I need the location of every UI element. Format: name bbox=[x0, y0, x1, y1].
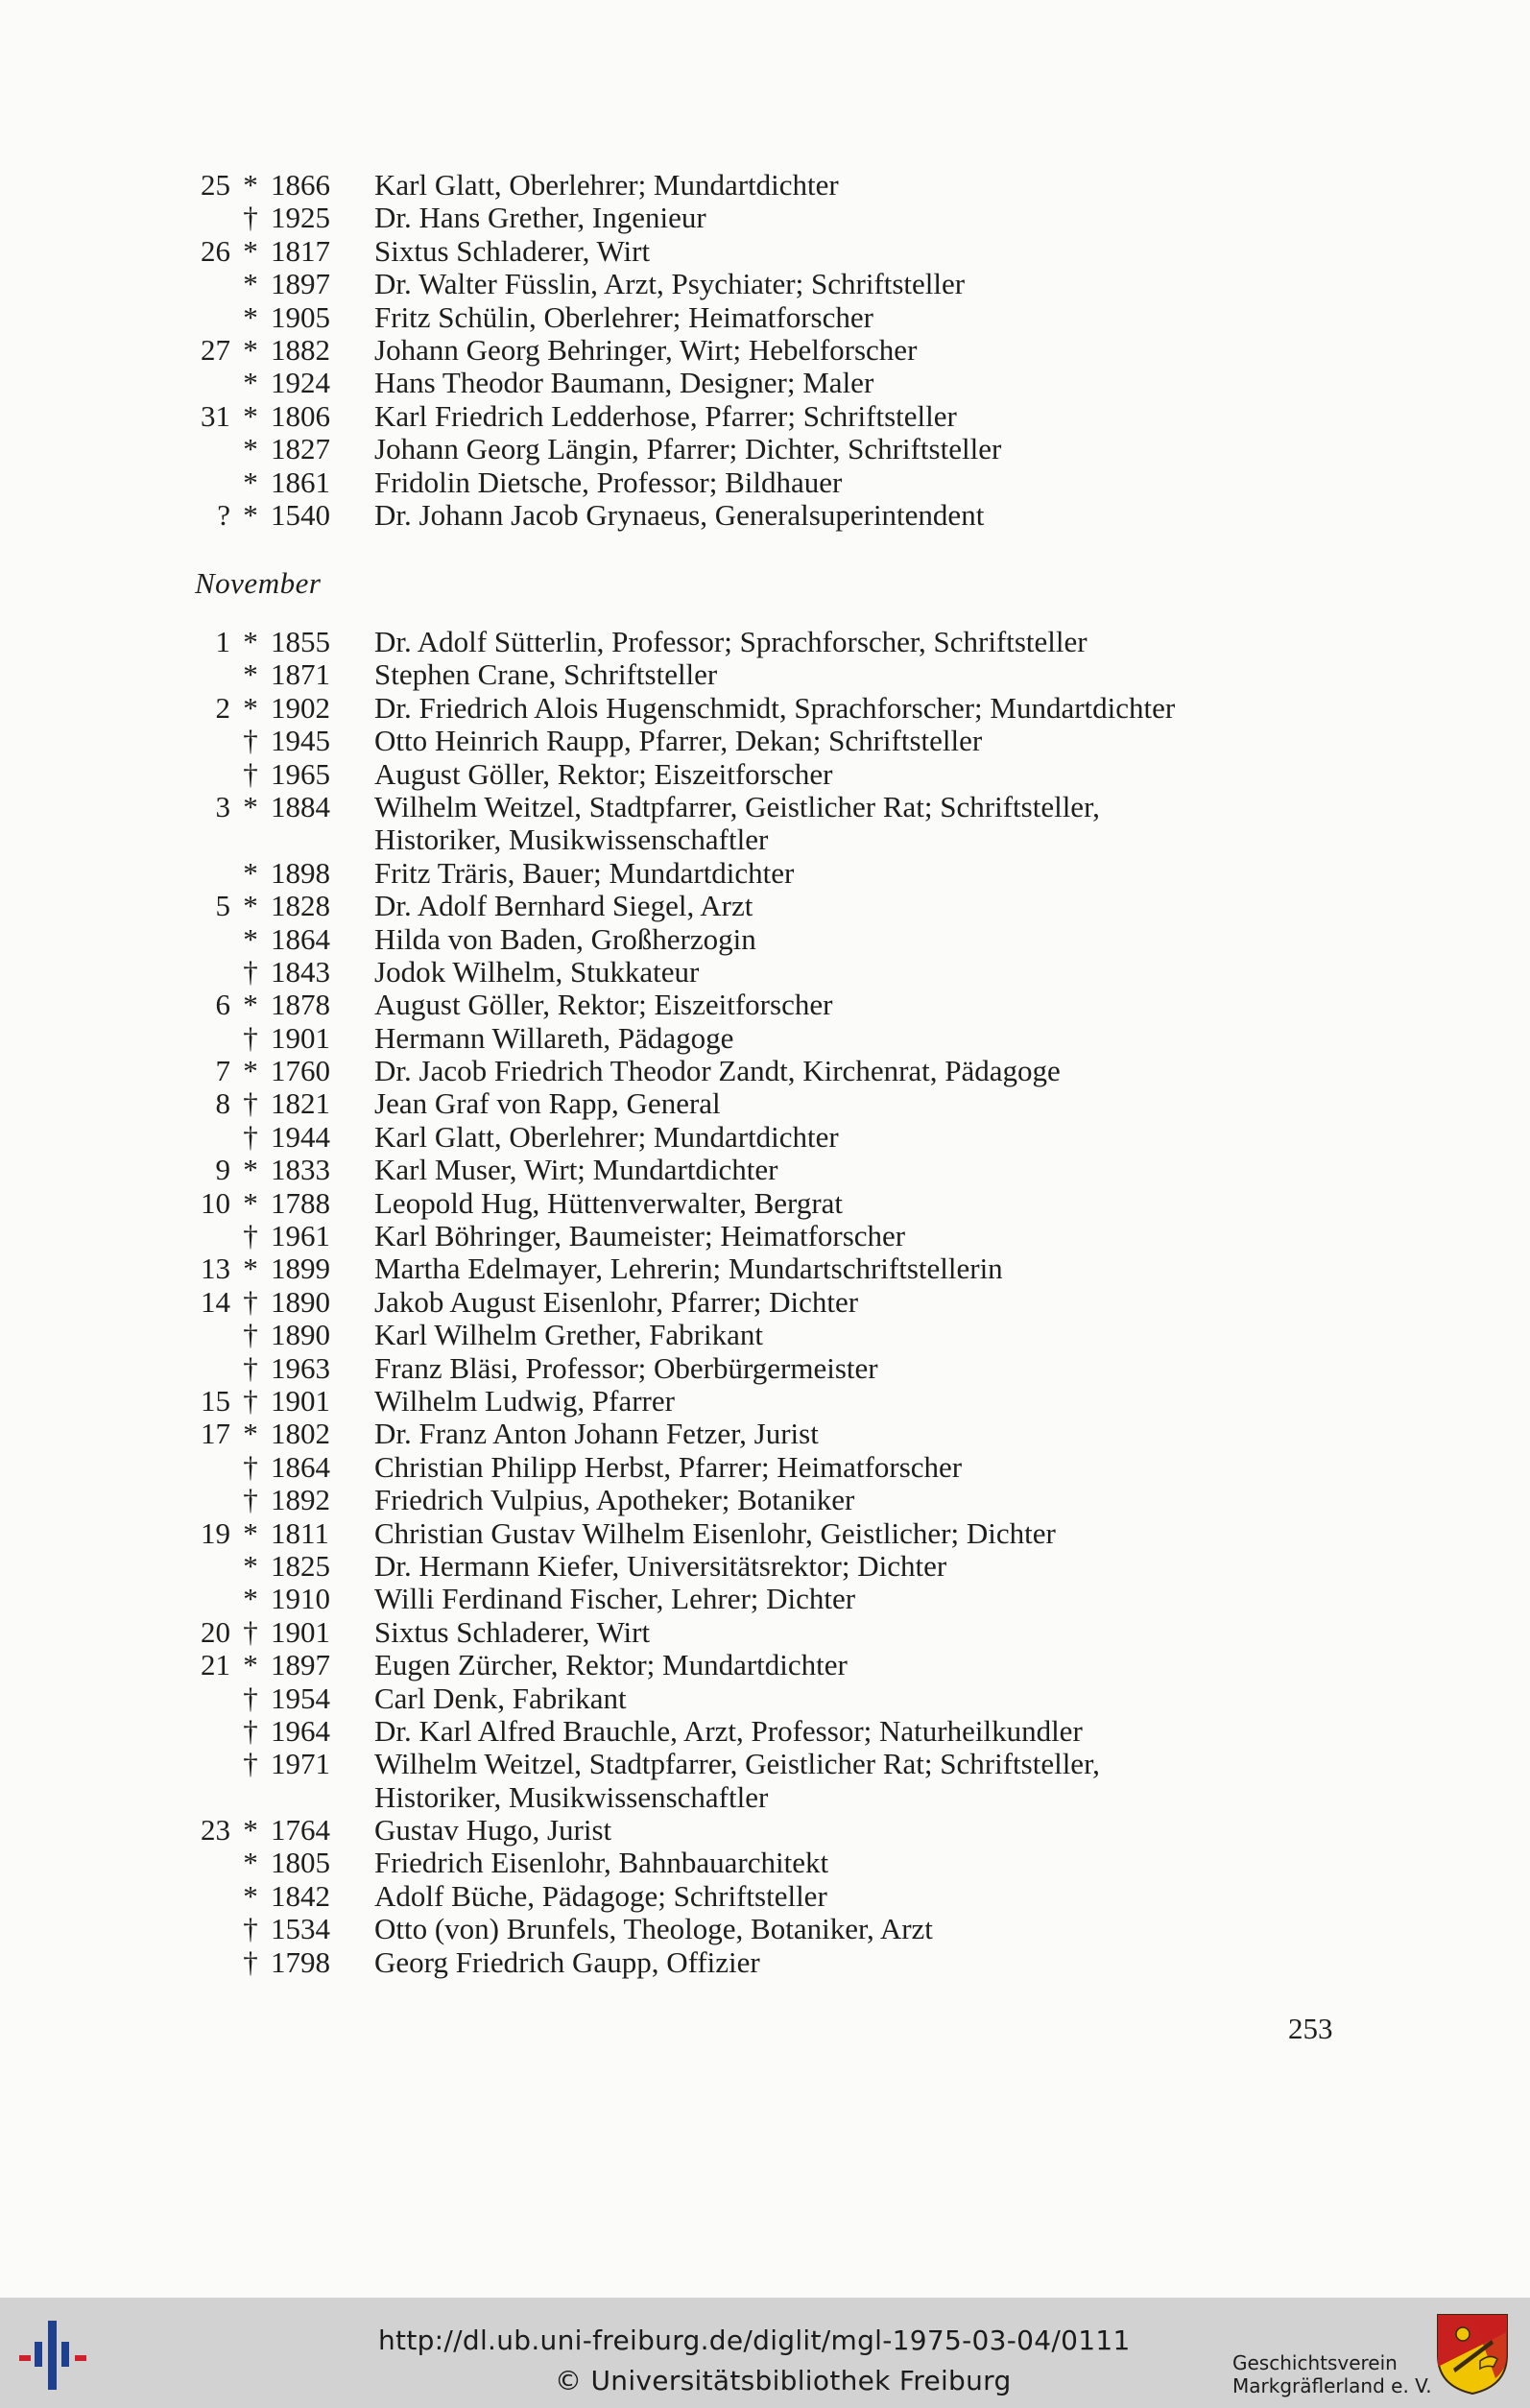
footer-bar bbox=[0, 2298, 1530, 2408]
entry-symbol: † bbox=[243, 1912, 258, 1946]
entry-year: 1788 bbox=[271, 1185, 330, 1220]
entry-row bbox=[173, 1220, 1363, 1252]
entry-year: 1866 bbox=[271, 168, 330, 202]
entry-row bbox=[173, 1781, 1363, 1814]
entry-row bbox=[173, 268, 1363, 300]
entry-year: 1798 bbox=[271, 1944, 330, 1979]
entry-symbol: * bbox=[243, 690, 258, 725]
entry-row bbox=[173, 235, 1363, 268]
entry-symbol: † bbox=[243, 1350, 258, 1385]
entry-symbol: * bbox=[243, 1846, 258, 1880]
entry-year: 1910 bbox=[271, 1582, 330, 1616]
entry-text: Karl Muser, Wirt; Mundartdichter bbox=[374, 1153, 778, 1187]
entry-text: Dr. Hans Grether, Ingenieur bbox=[374, 201, 706, 235]
entry-row bbox=[173, 1451, 1363, 1484]
entry-symbol: * bbox=[243, 332, 258, 367]
entry-symbol: † bbox=[243, 1614, 258, 1649]
entry-symbol: * bbox=[243, 657, 258, 692]
entry-row bbox=[173, 1913, 1363, 1945]
entry-day: 21 bbox=[201, 1648, 230, 1682]
entry-day: 26 bbox=[201, 233, 230, 268]
entry-text: Leopold Hug, Hüttenverwalter, Bergrat bbox=[374, 1185, 844, 1220]
entry-row bbox=[173, 1385, 1363, 1418]
entry-year: 1805 bbox=[271, 1846, 330, 1880]
entry-symbol: † bbox=[243, 1449, 258, 1484]
entry-symbol: * bbox=[243, 1648, 258, 1682]
entry-row bbox=[173, 823, 1363, 856]
entry-symbol: * bbox=[243, 398, 258, 433]
entry-day: 19 bbox=[201, 1515, 230, 1550]
entry-symbol: † bbox=[243, 201, 258, 235]
entry-row bbox=[173, 1484, 1363, 1516]
entry-symbol: * bbox=[243, 299, 258, 334]
entry-day: 31 bbox=[201, 398, 230, 433]
entry-year: 1901 bbox=[271, 1614, 330, 1649]
entry-day: 8 bbox=[215, 1086, 230, 1121]
entry-symbol: * bbox=[243, 1185, 258, 1220]
entry-text: Hermann Willareth, Pädagoge bbox=[374, 1020, 734, 1055]
entry-year: 1882 bbox=[271, 332, 330, 367]
entry-text: Karl Böhringer, Baumeister; Heimatforscher bbox=[374, 1219, 906, 1253]
entry-year: 1963 bbox=[271, 1350, 330, 1385]
entry-day: 23 bbox=[201, 1813, 230, 1848]
entry-row bbox=[173, 466, 1363, 499]
entry-text: Dr. Friedrich Alois Hugenschmidt, Sprachforscher; Mundartdichter bbox=[374, 690, 1176, 725]
entry-symbol: † bbox=[243, 1383, 258, 1418]
entry-symbol: * bbox=[243, 1054, 258, 1088]
entry-row bbox=[173, 1847, 1363, 1879]
entry-year: 1905 bbox=[271, 299, 330, 334]
entry-symbol: * bbox=[243, 988, 258, 1022]
entry-row bbox=[173, 1418, 1363, 1450]
entry-text: Friedrich Eisenlohr, Bahnbauarchitekt bbox=[374, 1846, 829, 1880]
entry-day: 1 bbox=[215, 625, 230, 658]
entry-text: Karl Glatt, Oberlehrer; Mundartdichter bbox=[374, 168, 839, 202]
entry-row bbox=[173, 367, 1363, 399]
entry-year: 1833 bbox=[271, 1153, 330, 1187]
entry-text: Johann Georg Behringer, Wirt; Hebelforscher bbox=[374, 332, 918, 367]
entry-row bbox=[173, 1748, 1363, 1780]
entry-row bbox=[173, 400, 1363, 433]
entry-year: 1961 bbox=[271, 1219, 330, 1253]
entry-day: 3 bbox=[215, 789, 230, 823]
entry-text: Dr. Adolf Bernhard Siegel, Arzt bbox=[374, 889, 753, 923]
entry-year: 1534 bbox=[271, 1912, 330, 1946]
entry-row bbox=[173, 1154, 1363, 1186]
entry-symbol: * bbox=[243, 233, 258, 268]
entry-text: Jakob August Eisenlohr, Pfarrer; Dichter bbox=[374, 1284, 859, 1319]
entry-symbol: † bbox=[243, 954, 258, 989]
entry-row bbox=[173, 202, 1363, 234]
entry-row bbox=[173, 1319, 1363, 1351]
entry-day: 6 bbox=[215, 988, 230, 1022]
entry-row bbox=[173, 1121, 1363, 1154]
entry-year: 1864 bbox=[271, 1449, 330, 1484]
entry-year: 1971 bbox=[271, 1747, 330, 1781]
entry-symbol: † bbox=[243, 1944, 258, 1979]
entry-row bbox=[173, 1682, 1363, 1715]
entry-year: 1825 bbox=[271, 1548, 330, 1583]
entry-text: Adolf Büche, Pädagoge; Schriftsteller bbox=[374, 1878, 827, 1913]
entry-year: 1964 bbox=[271, 1713, 330, 1748]
entry-year: 1902 bbox=[271, 690, 330, 725]
page-number: 253 bbox=[1288, 2012, 1333, 2045]
entry-row bbox=[173, 1252, 1363, 1285]
entry-text: Christian Gustav Wilhelm Eisenlohr, Geistlicher; Dichter bbox=[374, 1515, 1056, 1550]
entry-text: Jean Graf von Rapp, General bbox=[374, 1086, 721, 1121]
entry-day: 14 bbox=[201, 1284, 230, 1319]
entry-year: 1864 bbox=[271, 921, 330, 956]
coat-of-arms-icon bbox=[1434, 2311, 1511, 2397]
entry-text: Sixtus Schladerer, Wirt bbox=[374, 1614, 651, 1649]
entry-text: Carl Denk, Fabrikant bbox=[374, 1681, 627, 1715]
entry-row bbox=[173, 1946, 1363, 1979]
entry-row bbox=[173, 1550, 1363, 1583]
entry-text: Historiker, Musikwissenschaftler bbox=[374, 823, 769, 857]
entry-symbol: * bbox=[243, 789, 258, 823]
entry-row bbox=[173, 989, 1363, 1021]
entry-symbol: * bbox=[243, 1417, 258, 1451]
entry-text: Dr. Adolf Sütterlin, Professor; Sprachforscher, Schriftsteller bbox=[374, 625, 1088, 658]
entry-text: Otto (von) Brunfels, Theologe, Botaniker, Arzt bbox=[374, 1912, 933, 1946]
entry-year: 1965 bbox=[271, 756, 330, 791]
entry-year: 1898 bbox=[271, 855, 330, 890]
entry-text: August Göller, Rektor; Eiszeitforscher bbox=[374, 988, 833, 1022]
entry-text: Fridolin Dietsche, Professor; Bildhauer bbox=[374, 465, 843, 499]
entry-day: 5 bbox=[215, 889, 230, 923]
entry-row bbox=[173, 1616, 1363, 1649]
entry-text: Fritz Träris, Bauer; Mundartdichter bbox=[374, 855, 795, 890]
entry-row bbox=[173, 692, 1363, 725]
entry-day: 10 bbox=[201, 1185, 230, 1220]
entry-symbol: † bbox=[243, 1119, 258, 1154]
entry-text: Dr. Johann Jacob Grynaeus, Generalsuperintendent bbox=[374, 497, 985, 532]
entry-row bbox=[173, 1022, 1363, 1055]
entry-symbol: † bbox=[243, 1747, 258, 1781]
entry-year: 1817 bbox=[271, 233, 330, 268]
entry-row bbox=[173, 758, 1363, 791]
entry-year: 1811 bbox=[271, 1515, 329, 1550]
entry-year: 1855 bbox=[271, 625, 330, 658]
entry-row bbox=[173, 1814, 1363, 1847]
entry-text: Wilhelm Weitzel, Stadtpfarrer, Geistlicher Rat; Schriftsteller, bbox=[374, 789, 1100, 823]
entry-symbol: † bbox=[243, 1318, 258, 1352]
entry-text: Hilda von Baden, Großherzogin bbox=[374, 921, 756, 956]
entry-year: 1861 bbox=[271, 465, 330, 499]
entry-row bbox=[173, 923, 1363, 956]
entry-year: 1884 bbox=[271, 789, 330, 823]
entry-symbol: * bbox=[243, 432, 258, 466]
entry-year: 1760 bbox=[271, 1054, 330, 1088]
entry-year: 1945 bbox=[271, 724, 330, 758]
entry-year: 1878 bbox=[271, 988, 330, 1022]
entry-year: 1901 bbox=[271, 1020, 330, 1055]
entry-day: 27 bbox=[201, 332, 230, 367]
entry-row bbox=[173, 499, 1363, 532]
source-url-link[interactable]: http://dl.ub.uni-freiburg.de/diglit/mgl-1975-03-04/0111 bbox=[378, 2325, 1131, 2356]
entry-year: 1843 bbox=[271, 954, 330, 989]
entry-symbol: * bbox=[243, 1548, 258, 1583]
entry-text: Sixtus Schladerer, Wirt bbox=[374, 233, 651, 268]
copyright-text: © Universitätsbibliothek Freiburg bbox=[555, 2365, 1012, 2396]
entry-year: 1892 bbox=[271, 1483, 330, 1517]
entry-day: 9 bbox=[215, 1153, 230, 1187]
entry-year: 1871 bbox=[271, 657, 330, 692]
entry-year: 1954 bbox=[271, 1681, 330, 1715]
verein-name-line1: Geschichtsverein bbox=[1232, 2351, 1398, 2374]
entry-day: 15 bbox=[201, 1383, 230, 1418]
entry-text: Jodok Wilhelm, Stukkateur bbox=[374, 954, 700, 989]
month-heading-november: November bbox=[195, 566, 322, 600]
entry-symbol: * bbox=[243, 855, 258, 890]
entry-text: Karl Wilhelm Grether, Fabrikant bbox=[374, 1318, 763, 1352]
entry-year: 1890 bbox=[271, 1318, 330, 1352]
entry-text: Stephen Crane, Schriftsteller bbox=[374, 657, 718, 692]
entry-day: ? bbox=[217, 497, 230, 532]
entry-row bbox=[173, 725, 1363, 757]
entry-symbol: * bbox=[243, 366, 258, 400]
entry-symbol: * bbox=[243, 1252, 258, 1286]
entry-row bbox=[173, 1087, 1363, 1120]
entry-row bbox=[173, 1286, 1363, 1319]
entry-symbol: † bbox=[243, 1681, 258, 1715]
entry-year: 1828 bbox=[271, 889, 330, 923]
entry-row bbox=[173, 956, 1363, 989]
entry-year: 1842 bbox=[271, 1878, 330, 1913]
november-entries bbox=[173, 626, 1363, 1979]
entry-symbol: † bbox=[243, 756, 258, 791]
entry-row bbox=[173, 1055, 1363, 1087]
entry-text: Christian Philipp Herbst, Pfarrer; Heimatforscher bbox=[374, 1449, 963, 1484]
entry-year: 1890 bbox=[271, 1284, 330, 1319]
entry-text: Dr. Hermann Kiefer, Universitätsrektor; Dichter bbox=[374, 1548, 947, 1583]
entry-text: Wilhelm Weitzel, Stadtpfarrer, Geistlicher Rat; Schriftsteller, bbox=[374, 1747, 1100, 1781]
entry-row bbox=[173, 433, 1363, 465]
entry-row bbox=[173, 1583, 1363, 1615]
entry-day: 20 bbox=[201, 1614, 230, 1649]
entry-text: Wilhelm Ludwig, Pfarrer bbox=[374, 1383, 675, 1418]
entry-year: 1821 bbox=[271, 1086, 330, 1121]
entry-text: Karl Friedrich Ledderhose, Pfarrer; Schriftsteller bbox=[374, 398, 957, 433]
entry-year: 1764 bbox=[271, 1813, 330, 1848]
entry-symbol: † bbox=[243, 724, 258, 758]
entry-row bbox=[173, 791, 1363, 823]
entry-year: 1802 bbox=[271, 1417, 330, 1451]
entry-row bbox=[173, 1880, 1363, 1913]
entry-year: 1899 bbox=[271, 1252, 330, 1286]
entry-year: 1901 bbox=[271, 1383, 330, 1418]
entry-text: Dr. Walter Füsslin, Arzt, Psychiater; Schriftsteller bbox=[374, 267, 966, 301]
entry-row bbox=[173, 1649, 1363, 1681]
entry-symbol: † bbox=[243, 1284, 258, 1319]
entry-symbol: * bbox=[243, 889, 258, 923]
entry-text: Willi Ferdinand Fischer, Lehrer; Dichter bbox=[374, 1582, 856, 1616]
entry-row bbox=[173, 1715, 1363, 1748]
entry-year: 1925 bbox=[271, 201, 330, 235]
entry-symbol: * bbox=[243, 1153, 258, 1187]
entry-row bbox=[173, 301, 1363, 334]
entry-text: Fritz Schülin, Oberlehrer; Heimatforscher bbox=[374, 299, 873, 334]
entry-text: Otto Heinrich Raupp, Pfarrer, Dekan; Schriftsteller bbox=[374, 724, 983, 758]
ub-freiburg-logo-icon bbox=[19, 2315, 96, 2396]
entry-text: Franz Bläsi, Professor; Oberbürgermeister bbox=[374, 1350, 878, 1385]
entry-day: 25 bbox=[201, 168, 230, 202]
entry-symbol: * bbox=[243, 921, 258, 956]
entry-row bbox=[173, 658, 1363, 691]
entry-row bbox=[173, 1187, 1363, 1220]
entry-text: Johann Georg Längin, Pfarrer; Dichter, Schriftsteller bbox=[374, 432, 1002, 466]
entry-year: 1897 bbox=[271, 267, 330, 301]
entry-year: 1944 bbox=[271, 1119, 330, 1154]
entry-symbol: * bbox=[243, 267, 258, 301]
entry-text: Gustav Hugo, Jurist bbox=[374, 1813, 612, 1848]
entry-day: 13 bbox=[201, 1252, 230, 1286]
entry-symbol: * bbox=[243, 1813, 258, 1848]
entry-year: 1897 bbox=[271, 1648, 330, 1682]
entry-year: 1806 bbox=[271, 398, 330, 433]
entry-text: Historiker, Musikwissenschaftler bbox=[374, 1779, 769, 1814]
entry-symbol: * bbox=[243, 1515, 258, 1550]
entry-symbol: † bbox=[243, 1713, 258, 1748]
entry-text: Georg Friedrich Gaupp, Offizier bbox=[374, 1944, 760, 1979]
entry-text: Eugen Zürcher, Rektor; Mundartdichter bbox=[374, 1648, 848, 1682]
entry-row bbox=[173, 334, 1363, 367]
entry-text: Dr. Franz Anton Johann Fetzer, Jurist bbox=[374, 1417, 819, 1451]
entry-symbol: * bbox=[243, 497, 258, 532]
entry-text: Dr. Jacob Friedrich Theodor Zandt, Kirchenrat, Pädagoge bbox=[374, 1054, 1061, 1088]
entry-text: Friedrich Vulpius, Apotheker; Botaniker bbox=[374, 1483, 855, 1517]
verein-name-line2: Markgräflerland e. V. bbox=[1232, 2374, 1432, 2397]
entry-symbol: * bbox=[243, 1582, 258, 1616]
entry-text: Hans Theodor Baumann, Designer; Maler bbox=[374, 366, 874, 400]
entry-symbol: † bbox=[243, 1020, 258, 1055]
entry-row bbox=[173, 890, 1363, 922]
entry-symbol: * bbox=[243, 1878, 258, 1913]
entry-text: Martha Edelmayer, Lehrerin; Mundartschriftstellerin bbox=[374, 1252, 1003, 1286]
entry-row bbox=[173, 626, 1363, 658]
entry-row bbox=[173, 1352, 1363, 1385]
entry-year: 1924 bbox=[271, 366, 330, 400]
verein-name bbox=[1232, 2351, 1432, 2397]
entry-symbol: † bbox=[243, 1483, 258, 1517]
october-entries bbox=[173, 169, 1363, 532]
entry-text: Karl Glatt, Oberlehrer; Mundartdichter bbox=[374, 1119, 839, 1154]
entry-day: 2 bbox=[215, 690, 230, 725]
entry-symbol: † bbox=[243, 1219, 258, 1253]
entry-text: August Göller, Rektor; Eiszeitforscher bbox=[374, 756, 833, 791]
entry-row bbox=[173, 1517, 1363, 1550]
entry-year: 1827 bbox=[271, 432, 330, 466]
entry-day: 17 bbox=[201, 1417, 230, 1451]
entry-year: 1540 bbox=[271, 497, 330, 532]
entry-symbol: * bbox=[243, 625, 258, 658]
entry-row bbox=[173, 169, 1363, 202]
entry-row bbox=[173, 857, 1363, 890]
entry-symbol: * bbox=[243, 465, 258, 499]
entry-symbol: † bbox=[243, 1086, 258, 1121]
entry-day: 7 bbox=[215, 1054, 230, 1088]
entry-text: Dr. Karl Alfred Brauchle, Arzt, Professor; Naturheilkundler bbox=[374, 1713, 1083, 1748]
entry-symbol: * bbox=[243, 168, 258, 202]
